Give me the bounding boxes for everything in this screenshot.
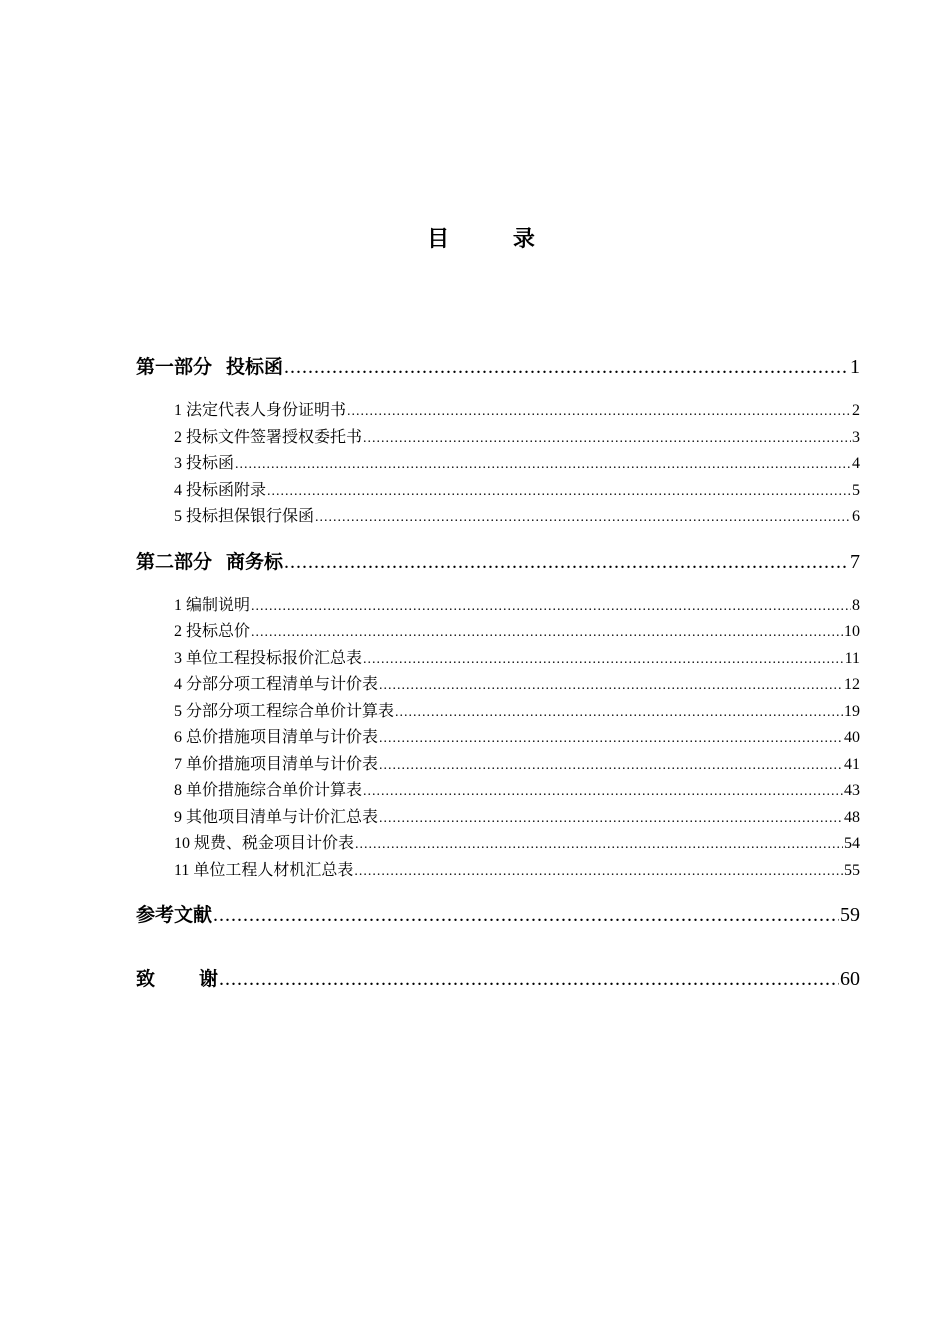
toc-item-label: 5 投标担保银行保函 bbox=[174, 508, 315, 525]
page-title: 目 录 bbox=[427, 227, 563, 252]
toc-item[interactable] bbox=[136, 752, 860, 779]
dot-leader bbox=[213, 898, 839, 932]
toc-item[interactable] bbox=[136, 858, 860, 885]
toc-page-number: 19 bbox=[844, 702, 860, 720]
dot-leader bbox=[363, 425, 851, 452]
toc-heading-part-1[interactable] bbox=[136, 350, 860, 384]
toc-heading-part-2[interactable] bbox=[136, 545, 860, 579]
toc-heading-label: 参考文献 bbox=[136, 904, 213, 926]
toc-item[interactable] bbox=[136, 778, 860, 805]
toc-page-number: 40 bbox=[844, 729, 860, 746]
dot-leader bbox=[219, 962, 839, 996]
toc-page-number: 41 bbox=[844, 755, 860, 773]
toc-part-number: 第二部分 bbox=[136, 550, 213, 573]
toc-part-name: 投标函 bbox=[226, 356, 284, 378]
toc-page-number: 3 bbox=[852, 428, 860, 446]
toc-item-label: 8 单价措施综合单价计算表 bbox=[174, 782, 363, 799]
toc-item-label: 11 单位工程人材机汇总表 bbox=[174, 861, 354, 879]
toc-item-label: 6 总价措施项目清单与计价表 bbox=[174, 729, 379, 746]
dot-leader bbox=[379, 752, 843, 779]
toc-item-label: 7 单价措施项目清单与计价表 bbox=[174, 755, 379, 773]
toc-page-number: 60 bbox=[840, 968, 860, 990]
toc-item-label: 4 分部分项工程清单与计价表 bbox=[174, 676, 379, 693]
toc-item-label: 4 投标函附录 bbox=[174, 481, 267, 499]
toc-page-number: 1 bbox=[850, 356, 860, 378]
dot-leader bbox=[235, 451, 851, 478]
toc-item[interactable] bbox=[136, 646, 860, 673]
toc-page-number: 4 bbox=[852, 455, 860, 472]
dot-leader bbox=[251, 619, 843, 646]
toc-item-label: 1 法定代表人身份证明书 bbox=[174, 402, 347, 419]
toc-part-number: 第一部分 bbox=[136, 356, 213, 378]
dot-leader bbox=[379, 805, 843, 832]
dot-leader bbox=[355, 831, 843, 858]
toc-heading-acknowledgements[interactable] bbox=[136, 962, 860, 996]
table-of-contents bbox=[136, 350, 860, 1010]
toc-page-number: 2 bbox=[852, 402, 860, 419]
dot-leader bbox=[251, 593, 851, 620]
toc-item[interactable] bbox=[136, 478, 860, 505]
dot-leader bbox=[315, 504, 851, 531]
toc-page-number: 7 bbox=[850, 550, 860, 573]
toc-item[interactable] bbox=[136, 425, 860, 452]
dot-leader bbox=[363, 778, 843, 805]
toc-page-number: 43 bbox=[844, 782, 860, 799]
toc-heading-references[interactable] bbox=[136, 898, 860, 932]
toc-item-label: 3 单位工程投标报价汇总表 bbox=[174, 649, 363, 667]
dot-leader bbox=[379, 672, 843, 699]
toc-item-label: 2 投标总价 bbox=[174, 623, 251, 640]
dot-leader bbox=[363, 646, 844, 673]
dot-leader bbox=[395, 699, 843, 726]
toc-item-label: 10 规费、税金项目计价表 bbox=[174, 835, 355, 852]
toc-page-number: 55 bbox=[844, 861, 860, 879]
toc-item[interactable] bbox=[136, 831, 860, 858]
toc-item-label: 9 其他项目清单与计价汇总表 bbox=[174, 808, 379, 826]
toc-item-label: 2 投标文件签署授权委托书 bbox=[174, 428, 363, 446]
dot-leader bbox=[379, 725, 843, 752]
toc-page-number: 6 bbox=[852, 508, 860, 525]
toc-section-2 bbox=[136, 545, 860, 885]
toc-section-1 bbox=[136, 350, 860, 531]
toc-item[interactable] bbox=[136, 451, 860, 478]
toc-item-label: 3 投标函 bbox=[174, 455, 235, 472]
dot-leader bbox=[354, 858, 843, 885]
toc-page-number: 54 bbox=[844, 835, 860, 852]
toc-page-number: 59 bbox=[840, 904, 860, 926]
toc-heading-label bbox=[136, 350, 283, 384]
toc-page-number: 5 bbox=[852, 481, 860, 499]
toc-heading-label bbox=[136, 962, 218, 996]
dot-leader bbox=[267, 478, 851, 505]
toc-item[interactable] bbox=[136, 725, 860, 752]
toc-section-acknowledgements bbox=[136, 962, 860, 996]
toc-heading-label bbox=[136, 545, 283, 579]
toc-item[interactable] bbox=[136, 699, 860, 726]
dot-leader bbox=[284, 545, 849, 579]
toc-page-number: 12 bbox=[844, 676, 860, 693]
toc-item[interactable] bbox=[136, 672, 860, 699]
toc-item-label: 5 分部分项工程综合单价计算表 bbox=[174, 702, 395, 720]
toc-page-number: 8 bbox=[852, 596, 860, 614]
toc-ack-char-2: 谢 bbox=[199, 968, 219, 990]
toc-page-number: 11 bbox=[844, 649, 860, 667]
toc-page-number: 10 bbox=[844, 623, 860, 640]
dot-leader bbox=[347, 398, 851, 425]
dot-leader bbox=[284, 350, 849, 384]
toc-part-name: 商务标 bbox=[226, 550, 284, 573]
toc-section-references bbox=[136, 898, 860, 932]
toc-item-label: 1 编制说明 bbox=[174, 596, 251, 614]
toc-item[interactable] bbox=[136, 398, 860, 425]
toc-item[interactable] bbox=[136, 504, 860, 531]
toc-item[interactable] bbox=[136, 593, 860, 620]
toc-item[interactable] bbox=[136, 805, 860, 832]
toc-ack-char-1: 致 bbox=[136, 968, 156, 990]
toc-page-number: 48 bbox=[844, 808, 860, 826]
toc-item[interactable] bbox=[136, 619, 860, 646]
